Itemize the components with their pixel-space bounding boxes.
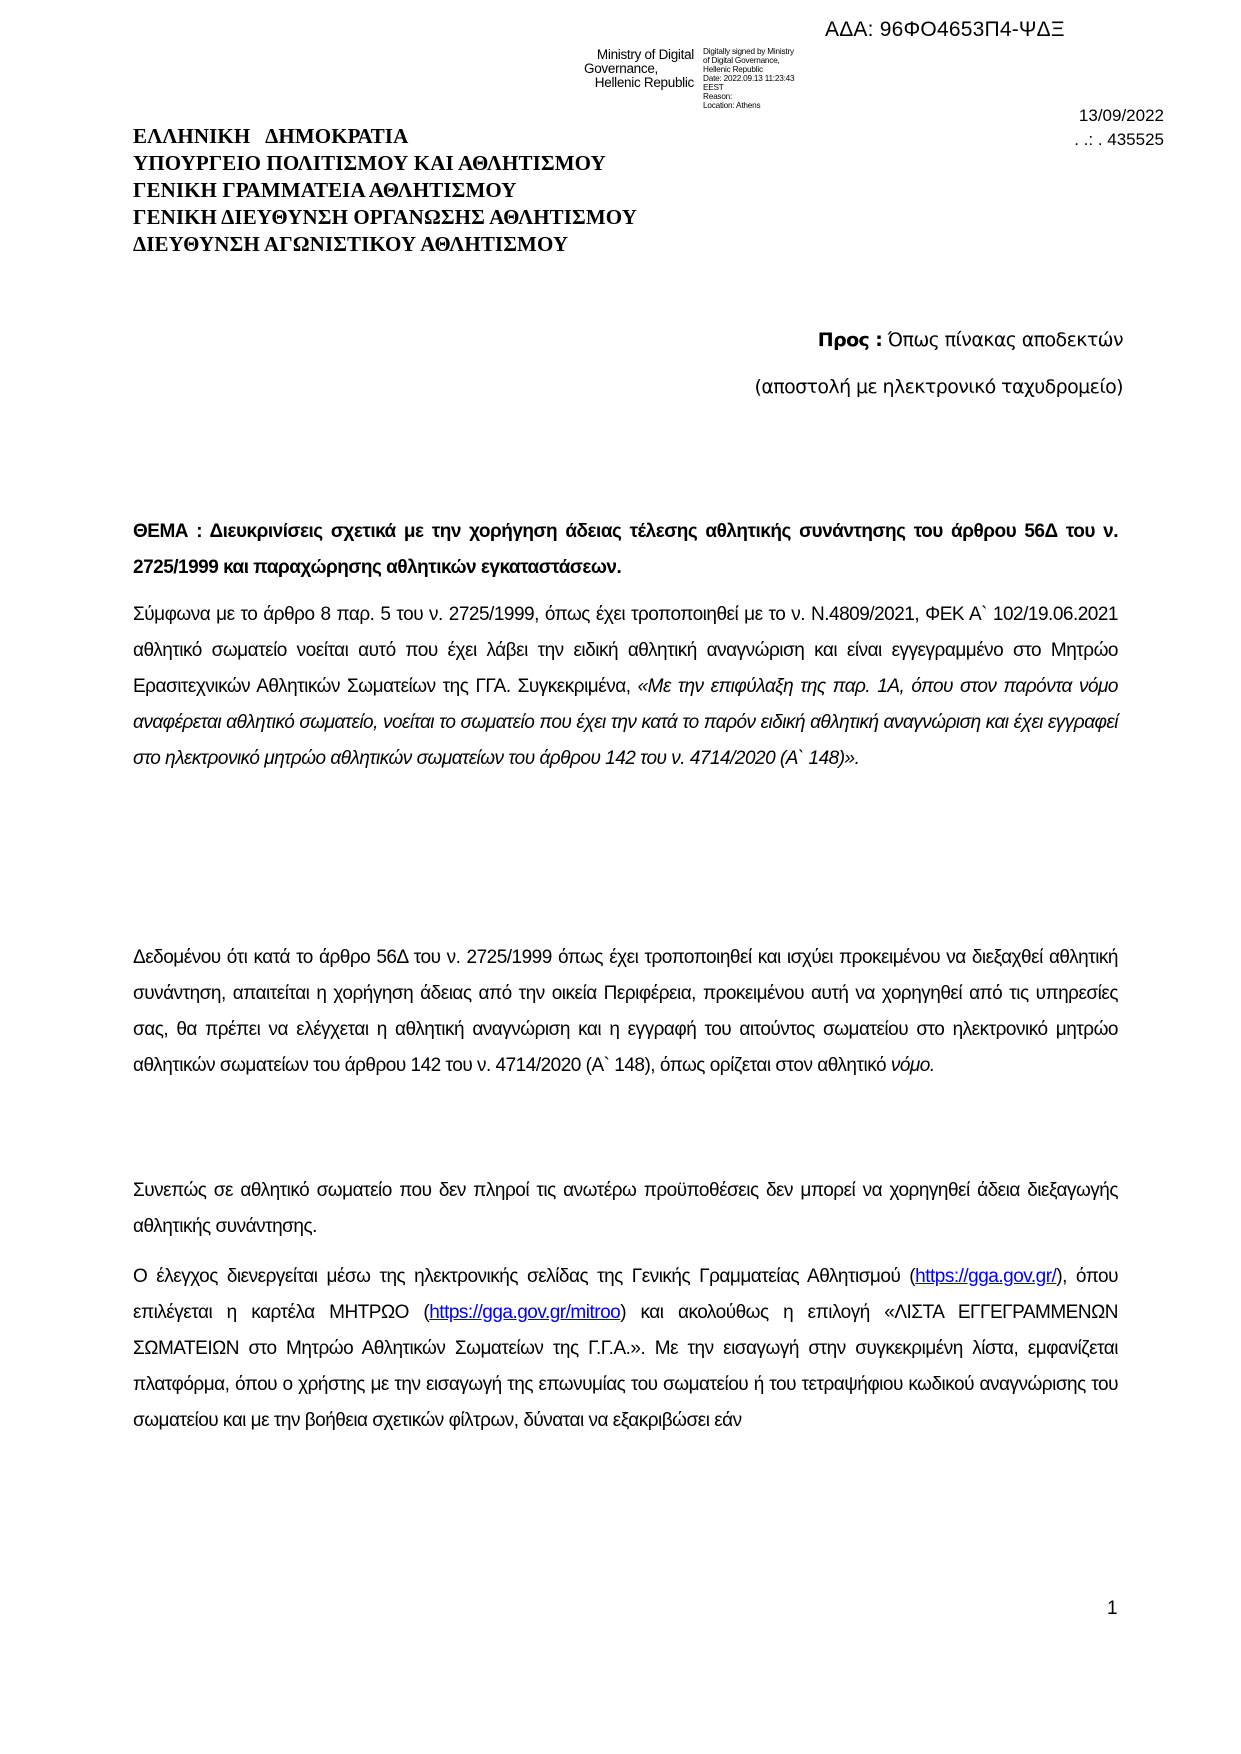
page-number: 1	[1107, 1598, 1118, 1619]
subject	[133, 514, 1118, 586]
org-line: ΥΠΟΥΡΓΕΙΟ ΠΟΛΙΤΙΣΜΟΥ ΚΑΙ ΑΘΛΗΤΙΣΜΟΥ	[133, 151, 606, 175]
signature-detail-line: Digitally signed by Ministry	[703, 47, 794, 56]
recipient-label: Προς :	[817, 329, 883, 351]
signature-signer	[580, 48, 694, 90]
paragraph-text: ), όπου επιλέγεται η καρτέλα ΜΗΤΡΩΟ (	[133, 1266, 1118, 1323]
recipient-note: (αποστολή με ηλεκτρονικό ταχυδρομείο)	[754, 376, 1123, 398]
protocol-number: . .: . 435525	[1074, 130, 1164, 149]
document-date: 13/09/2022	[1078, 106, 1164, 125]
ada-code: ΑΔΑ: 96ΦΟ4653Π4-ΨΔΞ	[825, 18, 1065, 41]
paragraph-text: Σύμφωνα με το άρθρο 8 παρ. 5 του ν. 2725/1999, όπως έχει τροποποιηθεί με το ν. Ν.4809/2021, ΦΕΚ Α` 102/19.06.2021 αθλητικό σωματείο νοείται αυτό που έχει λάβει την ειδική αθλητική αναγνώριση και είναι εγγεγραμμένο στο Μητρώο Ερασιτεχνικών Αθλητικών Σωματείων της ΓΓΑ. Συγκεκριμένα,	[133, 604, 1118, 697]
paragraph-2	[133, 940, 1118, 1084]
paragraph-text: Ο έλεγχος διενεργείται μέσω της ηλεκτρονικής σελίδας της Γενικής Γραμματείας Αθλητισμού (	[133, 1266, 916, 1287]
signature-detail-line: EEST	[703, 83, 724, 92]
org-line: ΓΕΝΙΚΗ ΓΡΑΜΜΑΤΕΙΑ ΑΘΛΗΤΙΣΜΟΥ	[133, 178, 517, 202]
paragraph-text: Συνεπώς σε αθλητικό σωματείο που δεν πληροί τις ανωτέρω προϋποθέσεις δεν μπορεί να χορηγηθεί άδεια διεξαγωγής αθλητικής συνάντησης.	[133, 1180, 1118, 1237]
signer-line: Governance,	[584, 61, 658, 76]
paragraph-3	[133, 1173, 1118, 1245]
signature-detail-line: Date: 2022.09.13 11:23:43	[703, 74, 795, 83]
org-line: ΔΙΕΥΘΥΝΣΗ ΑΓΩΝΙΣΤΙΚΟΥ ΑΘΛΗΤΙΣΜΟΥ	[133, 232, 569, 256]
recipient-value: Όπως πίνακας αποδεκτών	[887, 329, 1123, 351]
paragraph-text: Δεδομένου ότι κατά το άρθρο 56Δ του ν. 2725/1999 όπως έχει τροποποιηθεί και ισχύει προκειμένου να διεξαχθεί αθλητική συνάντηση, απαιτείται η χορήγηση άδειας από την οικεία Περιφέρεια, προκειμένου αυτή να χορηγηθεί από τις υπηρεσίες σας, θα πρέπει να ελέγχεται η αθλητική αναγνώριση και η εγγραφή του αιτούντος σωματείου στο ηλεκτρονικό μητρώο αθλητικών σωματείων του άρθρου 142 του ν. 4714/2020 (Α` 148), όπως ορίζεται στον αθλητικό	[133, 947, 1118, 1076]
signature-detail-line: Hellenic Republic	[703, 65, 763, 74]
gga-registry-link[interactable]: https://gga.gov.gr/mitroo	[429, 1302, 621, 1323]
paragraph-text: ) και ακολούθως η επιλογή «ΛΙΣΤΑ ΕΓΓΕΓΡΑΜΜΕΝΩΝ ΣΩΜΑΤΕΙΩΝ στο Μητρώο Αθλητικών Σωματείων της Γ.Γ.Α.». Με την εισαγωγή στην συγκεκριμένη λίστα, εμφανίζεται πλατφόρμα, όπου ο χρήστης με την εισαγωγή της επωνυμίας του σωματείου ή του τετραψήφιου κωδικού αναγνώρισης του σωματείου και με την βοήθεια σχετικών φίλτρων, δύναται να εξακριβώσει εάν	[133, 1302, 1118, 1431]
signature-detail-line: of Digital Governance,	[703, 56, 780, 65]
org-line: ΓΕΝΙΚΗ ΔΙΕΥΘΥΝΣΗ ΟΡΓΑΝΩΣΗΣ ΑΘΛΗΤΙΣΜΟΥ	[133, 205, 637, 229]
signer-line: Ministry of Digital	[596, 47, 694, 62]
subject-text: ΘΕΜΑ : Διευκρινίσεις σχετικά με την χορήγηση άδειας τέλεσης αθλητικής συνάντησης του άρθρου 56Δ του ν. 2725/1999 και παραχώρησης αθλητικών εγκαταστάσεων.	[133, 521, 1118, 578]
signer-line: Hellenic Republic	[594, 75, 694, 90]
recipient	[818, 329, 1123, 351]
paragraph-1	[133, 597, 1118, 777]
signature-details	[703, 47, 794, 110]
signature-detail-line: Reason:	[703, 92, 733, 101]
organization-heading	[133, 123, 637, 258]
paragraph-italic-end: νόμο.	[890, 1055, 935, 1076]
org-line: ΕΛΛΗΝΙΚΗ ΔΗΜΟΚΡΑΤΙΑ	[133, 124, 409, 148]
signature-detail-line: Location: Athens	[703, 101, 761, 110]
paragraph-4	[133, 1259, 1118, 1439]
law-quote: «Με την επιφύλαξη της παρ. 1Α, όπου στον παρόντα νόμο αναφέρεται αθλητικό σωματείο, νοείται το σωματείο που έχει την κατά το παρόν ειδική αθλητική αναγνώριση και έχει εγγραφεί στο ηλεκτρονικό μητρώο αθλητικών σωματείων του άρθρου 142 του ν. 4714/2020 (Α` 148)».	[133, 676, 1118, 769]
gga-website-link[interactable]: https://gga.gov.gr/	[915, 1266, 1057, 1287]
